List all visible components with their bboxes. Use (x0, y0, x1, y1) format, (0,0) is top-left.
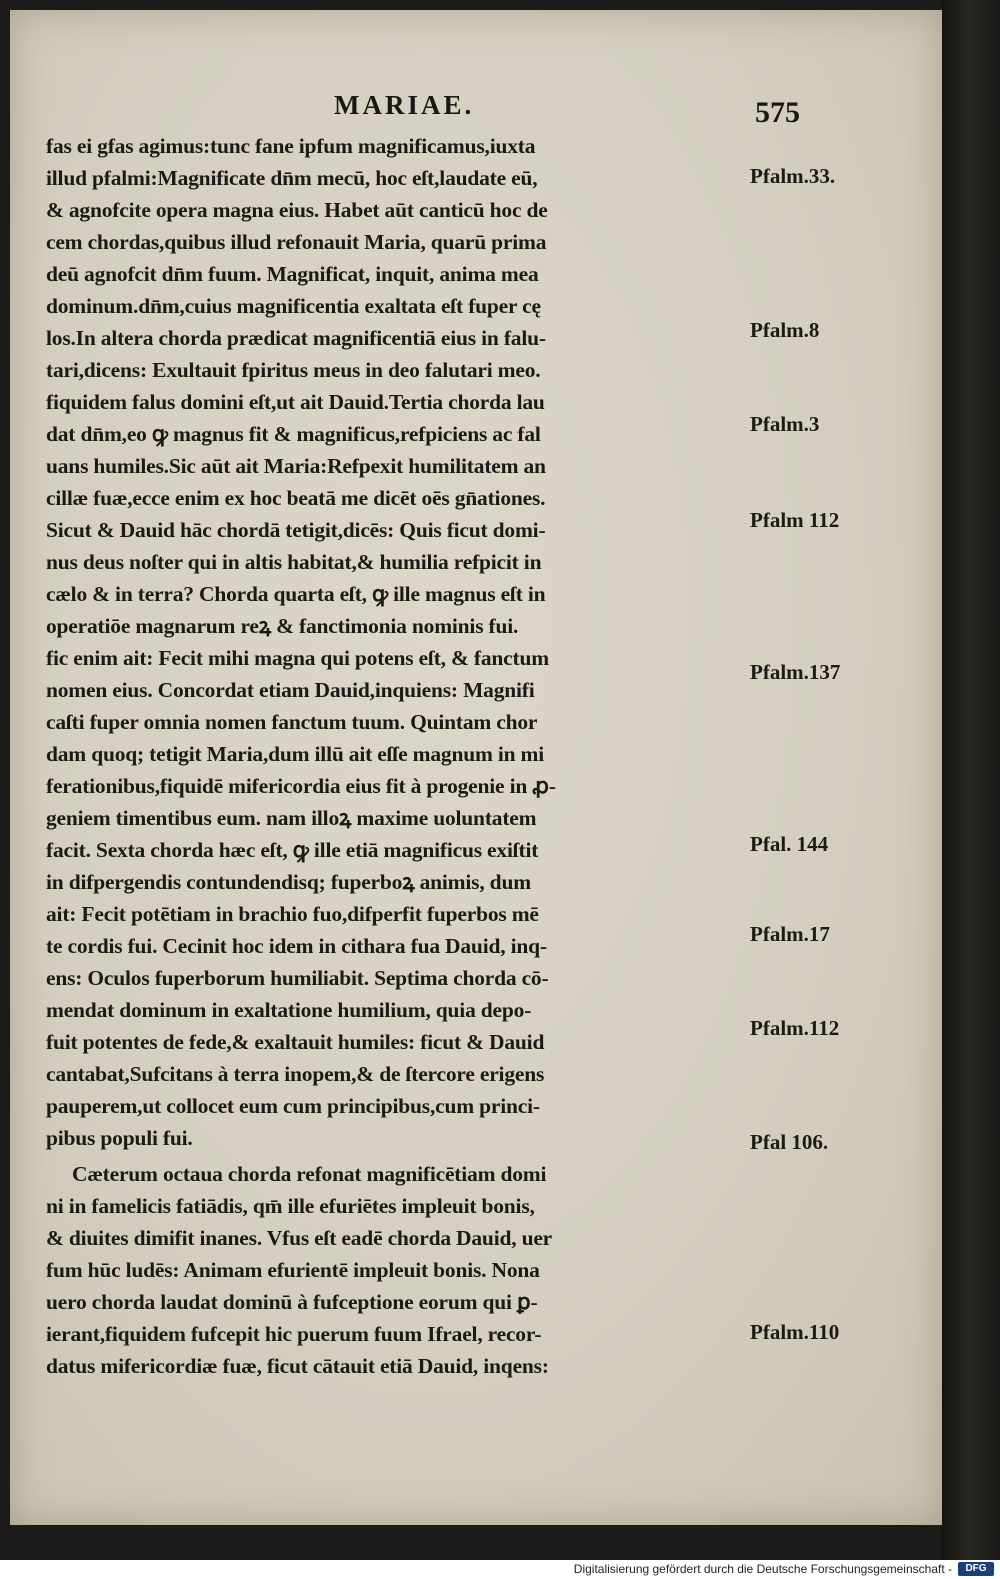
text-line: tari,dicens: Exultauit fpiritus meus in deo falutari meo. (46, 358, 541, 382)
text-line: ait: Fecit potētiam in brachio fuo,difperfit fuperbos mē (46, 902, 539, 926)
marginal-note: Pfalm.137 (750, 660, 841, 684)
text-line: uans humiles.Sic aūt ait Maria:Refpexit humilitatem an (46, 454, 546, 478)
text-line: dominum.dn̄m,cuius magnificentia exaltata eſt fuper cę (46, 294, 541, 318)
text-line: datus mifericordiæ fuæ, ficut cātauit etiā Dauid, inqens: (46, 1354, 549, 1378)
text-line: & agnofcite opera magna eius. Habet aūt canticū hoc de (46, 198, 548, 222)
text-line: ferationibus,fiquidē mifericordia eius fit à progenie in ꝓ- (46, 774, 556, 798)
text-line: fuit potentes de fede,& exaltauit humiles: ficut & Dauid (46, 1030, 545, 1054)
text-line: fiquidem falus domini eſt,ut ait Dauid.Tertia chorda lau (46, 390, 545, 414)
text-line: facit. Sexta chorda hæc eſt, ꝙ ille etiā magnificus exiſtit (46, 838, 539, 862)
text-line: los.In altera chorda prædicat magnificentiā eius in falu- (46, 326, 546, 350)
text-line: & diuites dimifit inanes. Vfus eſt eadē chorda Dauid, uer (46, 1226, 553, 1250)
text-line: cælo & in terra? Chorda quarta eſt, ꝙ ille magnus eſt in (46, 582, 546, 606)
text-line: nus deus noſter qui in altis habitat,& humilia refpicit in (46, 550, 542, 574)
text-line: cem chordas,quibus illud refonauit Maria, quarū prima (46, 230, 547, 254)
funding-credit: Digitalisierung gefördert durch die Deutsche Forschungsgemeinschaft - (573, 1562, 952, 1576)
text-line: ens: Oculos fuperborum humiliabit. Septima chorda cō- (46, 966, 549, 990)
text-line: nomen eius. Concordat etiam Dauid,inquiens: Magnifi (46, 678, 535, 702)
marginal-note: Pfalm 112 (750, 508, 840, 532)
text-line: geniem timentibus eum. nam illoꝝ maxime uoluntatem (46, 806, 537, 830)
text-line-paragraph-start: Cæterum octaua chorda refonat magnificētiam domi (72, 1162, 547, 1186)
text-line: dat dn̄m,eo ꝙ magnus fit & magnificus,refpiciens ac fal (46, 422, 541, 446)
marginal-note: Pfalm.110 (750, 1320, 840, 1344)
text-line: in difpergendis contundendisq; fuperboꝝ animis, dum (46, 870, 531, 894)
marginal-note: Pfal 106. (750, 1130, 829, 1154)
text-line: deū agnofcit dn̄m fuum. Magnificat, inquit, anima mea (46, 262, 539, 286)
marginal-note: Pfalm.33. (750, 164, 836, 188)
marginal-note: Pfalm.3 (750, 412, 820, 436)
marginal-note: Pfalm.112 (750, 1016, 840, 1040)
text-line: caſti fuper omnia nomen fanctum tuum. Quintam chor (46, 710, 538, 734)
body-text (46, 130, 746, 1382)
marginal-note: Pfalm.8 (750, 318, 820, 342)
text-line: ierant,fiquidem fufcepit hic puerum fuum Ifrael, recor- (46, 1322, 542, 1346)
dfg-logo: DFG (958, 1562, 994, 1576)
text-line: ni in famelicis fatiādis, qm̄ ille efuriētes impleuit bonis, (46, 1194, 535, 1218)
text-line: Sicut & Dauid hāc chordā tetigit,dicēs: Quis ficut domi- (46, 518, 546, 542)
text-line: fum hūc ludēs: Animam efurientē impleuit bonis. Nona (46, 1258, 540, 1282)
text-line: cantabat,Sufcitans à terra inopem,& de ſtercore erigens (46, 1062, 545, 1086)
text-line: pibus populi fui. (46, 1126, 193, 1150)
text-line: operatiōe magnarum reꝝ & fanctimonia nominis fui. (46, 614, 519, 638)
text-line: te cordis fui. Cecinit hoc idem in cithara fua Dauid, inq- (46, 934, 547, 958)
page-number: 575 (755, 96, 800, 129)
text-line: dam quoq; tetigit Maria,dum illū ait eſſe magnum in mi (46, 742, 545, 766)
text-line: cillæ fuæ,ecce enim ex hoc beatā me dicēt oēs gn̄ationes. (46, 486, 546, 510)
marginal-note: Pfalm.17 (750, 922, 830, 946)
book-fore-edge (942, 0, 1000, 1560)
text-line: pauperem,ut collocet eum cum principibus,cum princi- (46, 1094, 540, 1118)
digitization-footer (0, 1560, 1000, 1579)
running-title: MARIAE. (334, 90, 475, 120)
text-line: fas ei gfas agimus:tunc fane ipfum magnificamus,iuxta (46, 134, 536, 158)
text-line: illud pfalmi:Magnificate dn̄m mecū, hoc eſt,laudate eū, (46, 166, 538, 190)
page-header (10, 82, 942, 129)
text-line: uero chorda laudat dominū à fufceptione eorum qui ꝑ- (46, 1290, 538, 1314)
marginal-note: Pfal. 144 (750, 832, 829, 856)
text-line: fic enim ait: Fecit mihi magna qui potens eſt, & fanctum (46, 646, 549, 670)
text-line: mendat dominum in exaltatione humilium, quia depo- (46, 998, 532, 1022)
